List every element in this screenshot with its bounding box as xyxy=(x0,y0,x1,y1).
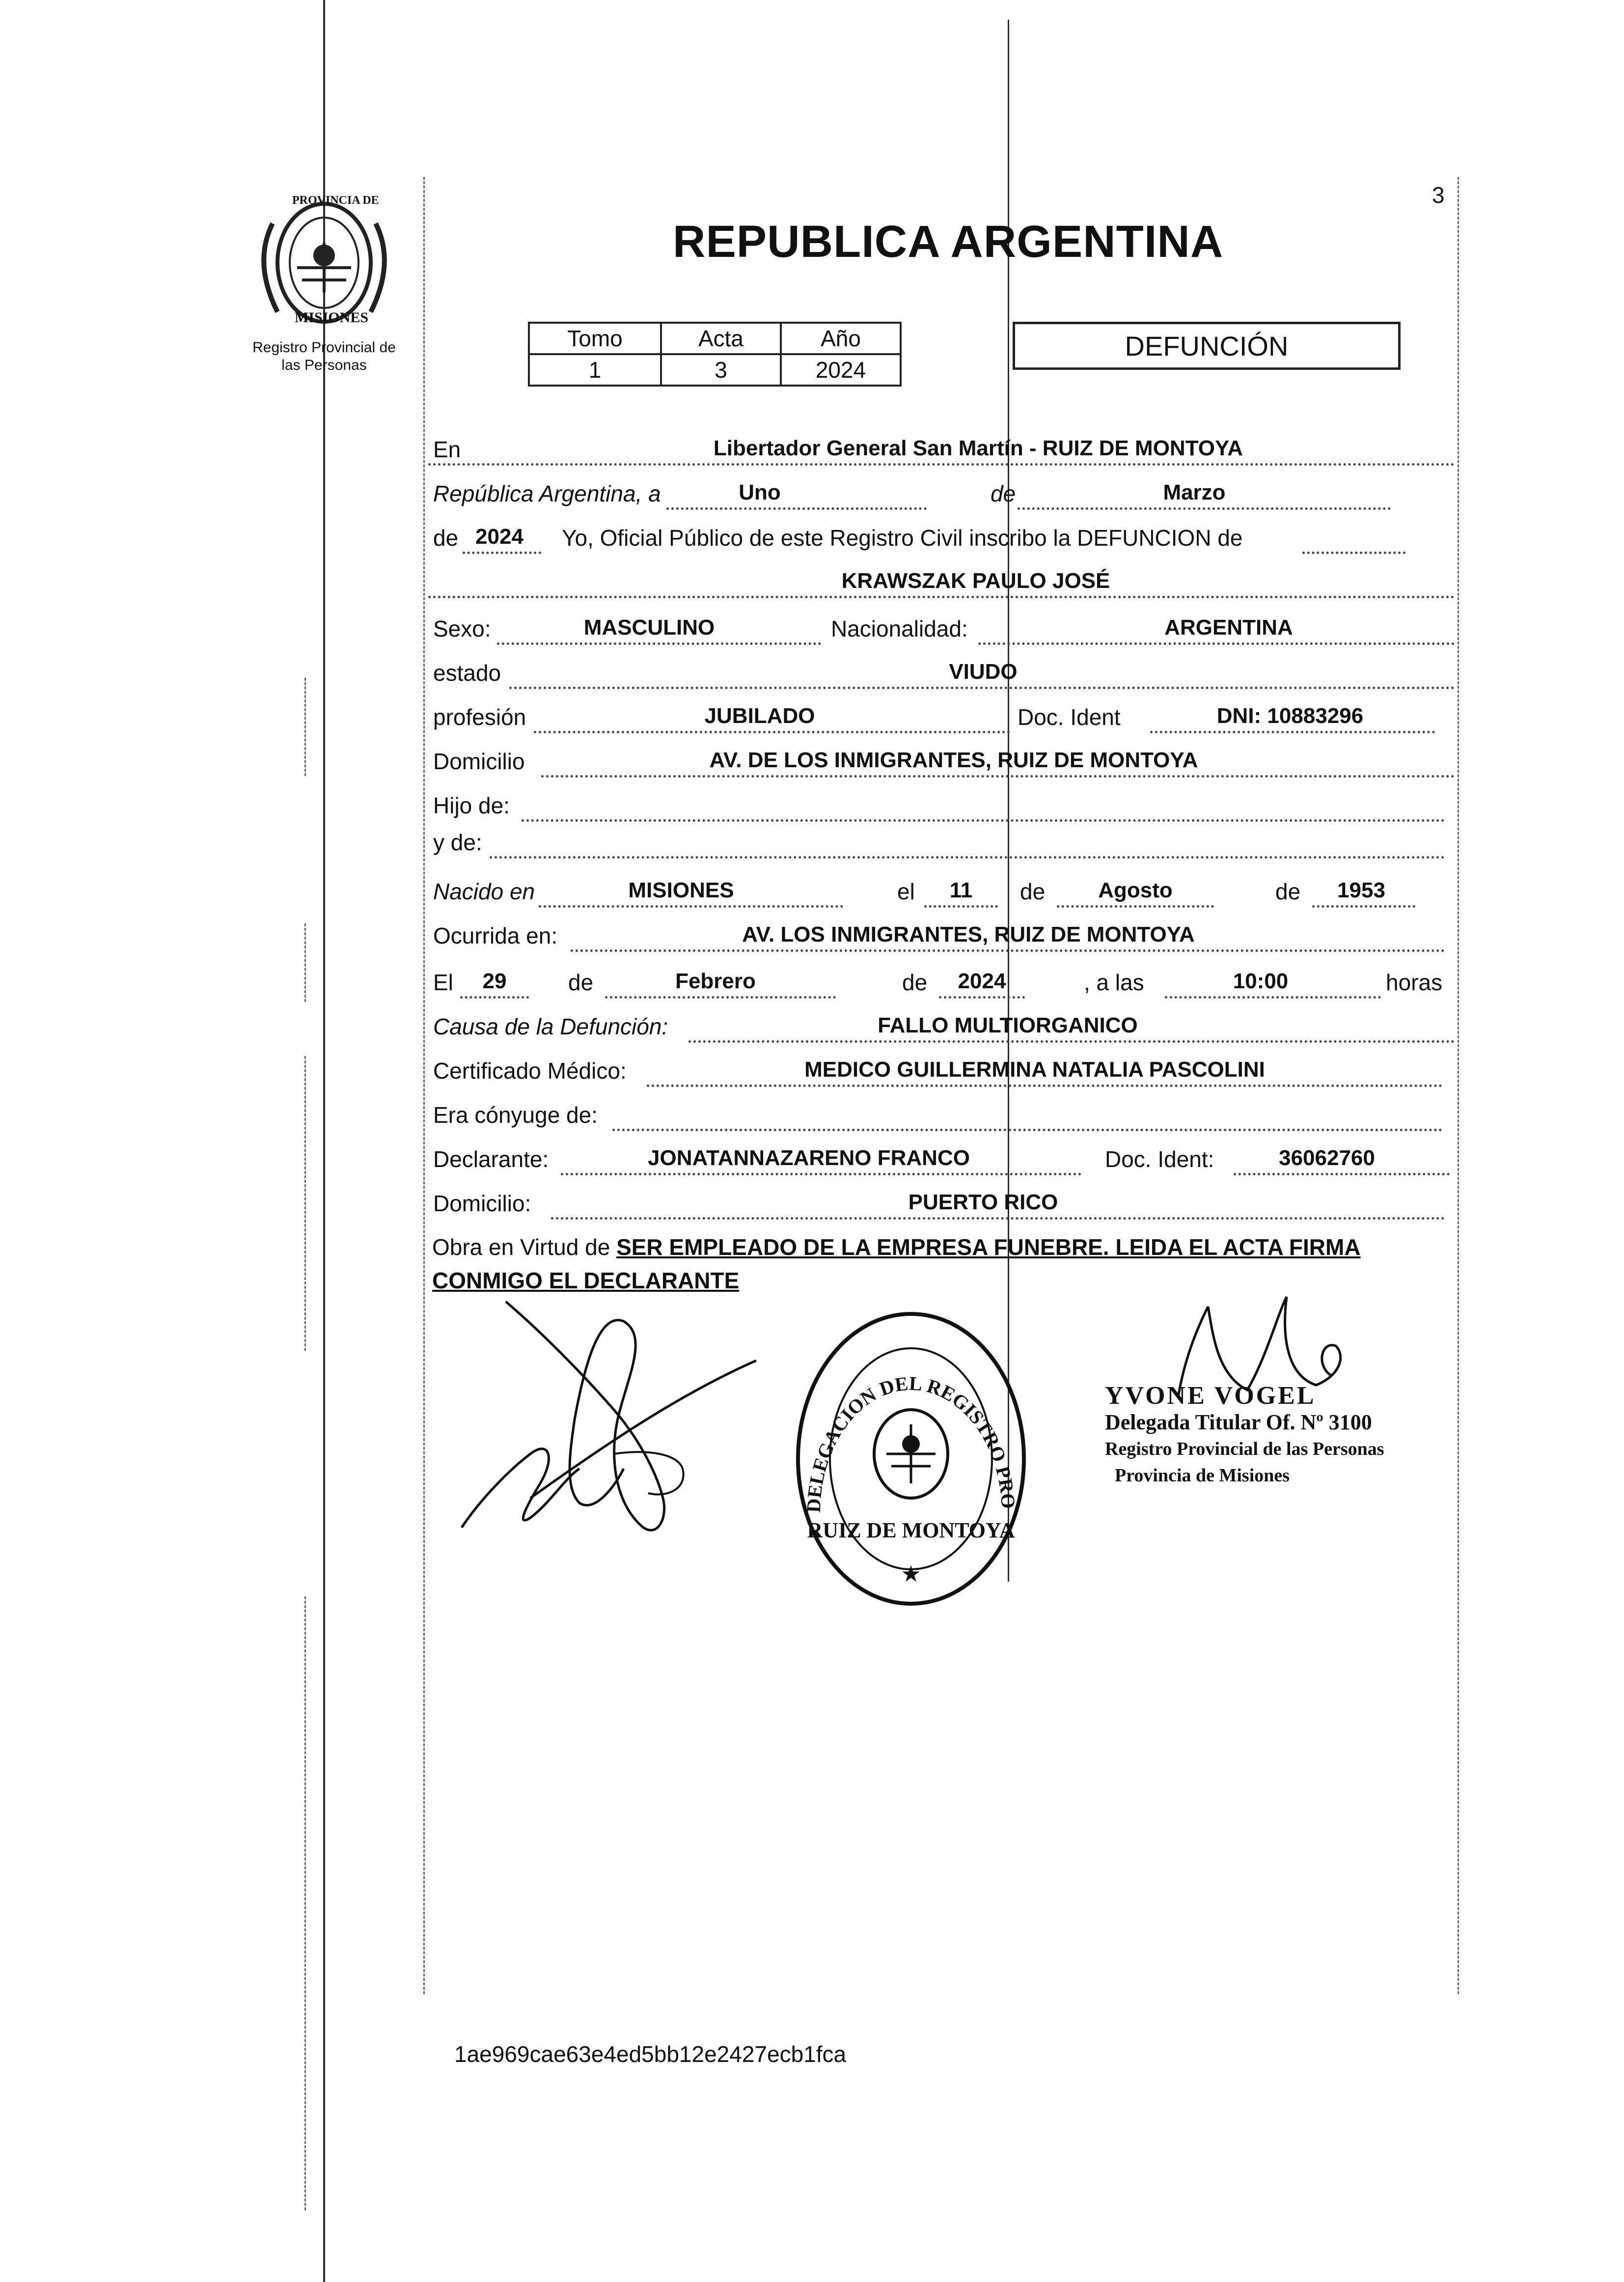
el2-label: El xyxy=(433,970,453,995)
province-emblem xyxy=(243,194,405,327)
year-line xyxy=(463,552,541,554)
y-de-label: y de: xyxy=(433,830,482,855)
emblem-top-text: PROVINCIA DE xyxy=(292,194,379,207)
domicilio2-value: PUERTO RICO xyxy=(908,1190,1058,1214)
row-fecha-defuncion xyxy=(428,960,1455,1000)
death-day: 29 xyxy=(482,969,507,993)
doc-ident-value: DNI: 10883296 xyxy=(1216,704,1364,728)
a-las-label: , a las xyxy=(1084,970,1144,995)
obra-value: SER EMPLEADO DE LA EMPRESA FUNEBRE. LEIDA EL ACTA FIRMA CONMIGO EL DECLARANTE xyxy=(432,1234,1361,1293)
ocurrida-label: Ocurrida en: xyxy=(433,923,558,948)
y-de-line xyxy=(490,856,1445,859)
declarante-doc-line xyxy=(1234,1173,1450,1175)
conyuge-label: Era cónyuge de: xyxy=(433,1102,598,1128)
birth-day-line xyxy=(924,905,998,908)
tomo-value: 1 xyxy=(529,354,661,386)
anio-header: Año xyxy=(781,323,901,354)
row-sexo xyxy=(428,607,1455,646)
birth-year-line xyxy=(1312,905,1415,908)
row-profesion xyxy=(428,695,1455,734)
horas-label: horas xyxy=(1386,970,1443,995)
row-ocurrida xyxy=(428,914,1455,953)
row-fecha xyxy=(428,472,1455,511)
death-year: 2024 xyxy=(958,969,1006,993)
doc-ident-line xyxy=(1150,731,1435,733)
death-month: Febrero xyxy=(675,969,756,993)
record-table xyxy=(528,322,902,387)
margin-mark-3 xyxy=(304,1056,307,1351)
registry-label-line2: las Personas xyxy=(281,357,367,373)
ocurrida-line xyxy=(571,949,1445,952)
birth-year: 1953 xyxy=(1337,878,1385,902)
tomo-header: Tomo xyxy=(529,323,661,354)
hijo-label: Hijo de: xyxy=(433,793,510,818)
domicilio-label: Domicilio xyxy=(433,749,525,774)
form-right-border xyxy=(1458,177,1460,1994)
death-time-line xyxy=(1165,996,1381,999)
month-value: Marzo xyxy=(1163,480,1226,504)
document-type-box: DEFUNCIÓN xyxy=(1013,322,1401,370)
name-line xyxy=(428,596,1455,598)
official-title: Delegada Titular Of. Nº 3100 xyxy=(1105,1410,1372,1434)
de-label-6: de xyxy=(902,970,928,995)
doc-ident-label: Doc. Ident xyxy=(1018,704,1121,730)
estado-value: VIUDO xyxy=(949,660,1018,684)
causa-line xyxy=(688,1040,1455,1043)
day-value: Uno xyxy=(739,480,781,504)
deceased-name: KRAWSZAK PAULO JOSÉ xyxy=(841,569,1110,593)
profesion-line xyxy=(534,731,1010,733)
month-line xyxy=(1018,507,1391,510)
sexo-value: MASCULINO xyxy=(583,615,715,640)
official-registry: Registro Provincial de las Personas xyxy=(1105,1439,1384,1459)
birth-day: 11 xyxy=(949,878,973,902)
row-declarante xyxy=(428,1137,1455,1176)
row-domicilio xyxy=(428,739,1455,779)
ocurrida-value: AV. LOS INMIGRANTES, RUIZ DE MONTOYA xyxy=(742,922,1195,946)
nacido-line xyxy=(539,905,843,908)
death-time: 10:00 xyxy=(1233,969,1289,993)
certificado-value: MEDICO GUILLERMINA NATALIA PASCOLINI xyxy=(804,1058,1265,1082)
en-value: Libertador General San Martín - RUIZ DE MONTOYA xyxy=(713,436,1243,460)
row-causa xyxy=(428,1004,1455,1044)
de-label-3: de xyxy=(1020,879,1046,904)
form-left-border xyxy=(423,177,426,1994)
seal-ring-text: DELEGACION DEL REGISTRO PRO xyxy=(802,1372,1020,1513)
emblem-bottom-text: MISIONES xyxy=(295,309,369,326)
declarant-signature xyxy=(452,1292,796,1567)
row-conyuge xyxy=(428,1093,1455,1132)
acta-value: 3 xyxy=(661,354,781,386)
page-number: 3 xyxy=(1432,182,1445,208)
yo-line xyxy=(1302,552,1405,554)
seal-center-text: RUIZ DE MONTOYA xyxy=(807,1518,1015,1542)
estado-label: estado xyxy=(433,660,501,686)
year-value: 2024 xyxy=(475,525,523,549)
birth-month: Agosto xyxy=(1098,878,1173,902)
row-en xyxy=(428,427,1455,467)
margin-mark-2 xyxy=(304,923,307,1002)
nacionalidad-label: Nacionalidad: xyxy=(831,616,968,641)
domicilio-line xyxy=(541,775,1455,778)
domicilio2-label: Domicilio: xyxy=(433,1191,531,1216)
nacido-label: Nacido en xyxy=(433,879,535,904)
row-estado xyxy=(428,651,1455,690)
sexo-label: Sexo: xyxy=(433,616,491,641)
conyuge-line xyxy=(612,1129,1442,1131)
domicilio-value: AV. DE LOS INMIGRANTES, RUIZ DE MONTOYA xyxy=(709,748,1198,772)
nacido-value: MISIONES xyxy=(628,878,734,902)
registry-label xyxy=(226,339,422,374)
registry-label-line1: Registro Provincial de xyxy=(252,339,396,356)
official-province: Provincia de Misiones xyxy=(1115,1465,1290,1486)
row-y-de xyxy=(428,820,1455,860)
death-month-line xyxy=(605,996,836,999)
row-nacido xyxy=(428,869,1455,909)
certificado-label: Certificado Médico: xyxy=(433,1058,627,1084)
causa-value: FALLO MULTIORGANICO xyxy=(878,1013,1138,1037)
acta-header: Acta xyxy=(661,323,781,354)
en-line xyxy=(428,463,1455,466)
row-inscripcion xyxy=(428,516,1455,555)
en-label: En xyxy=(433,437,461,462)
row-nombre xyxy=(428,560,1455,599)
domicilio2-line xyxy=(551,1217,1445,1220)
de-label-5: de xyxy=(568,970,594,995)
profesion-value: JUBILADO xyxy=(704,704,815,728)
page-title: REPUBLICA ARGENTINA xyxy=(673,217,1224,267)
seal-star-icon: ★ xyxy=(901,1561,921,1586)
obra-label: Obra en Virtud de xyxy=(432,1234,610,1260)
row-certificado xyxy=(428,1049,1455,1088)
de-label-1: de xyxy=(991,481,1016,506)
anio-value: 2024 xyxy=(781,354,901,386)
de-label-2: de xyxy=(433,525,459,551)
official-name: YVONE VOGEL xyxy=(1105,1382,1316,1410)
el-label: el xyxy=(897,879,915,904)
republica-label: República Argentina, a xyxy=(433,481,661,506)
estado-line xyxy=(509,687,1455,689)
yo-text: Yo, Oficial Público de este Registro Civil inscribo la DEFUNCION de xyxy=(562,525,1243,551)
official-stamp xyxy=(1105,1383,1384,1489)
margin-mark-1 xyxy=(304,678,307,776)
official-seal xyxy=(791,1307,1031,1611)
de-label-4: de xyxy=(1275,879,1301,904)
nacionalidad-value: ARGENTINA xyxy=(1164,615,1293,640)
declarante-line xyxy=(561,1173,1081,1175)
death-year-line xyxy=(939,996,1025,999)
day-line xyxy=(666,507,927,510)
declarante-doc-value: 36062760 xyxy=(1279,1146,1375,1170)
declarante-doc-label: Doc. Ident: xyxy=(1105,1146,1214,1172)
death-day-line xyxy=(460,996,529,999)
nacionalidad-line xyxy=(978,642,1455,645)
declarante-value: JONATANNAZARENO FRANCO xyxy=(648,1146,970,1170)
document-hash: 1ae969cae63e4ed5bb12e2427ecb1fca xyxy=(454,2041,847,2067)
certificado-line xyxy=(647,1085,1442,1087)
margin-mark-4 xyxy=(304,1596,307,2210)
causa-label: Causa de la Defunción: xyxy=(433,1014,668,1039)
sexo-line xyxy=(497,642,821,645)
row-domicilio2 xyxy=(428,1181,1455,1221)
profesion-label: profesión xyxy=(433,704,526,730)
row-hijo xyxy=(428,783,1455,823)
declarante-label: Declarante: xyxy=(433,1146,549,1172)
birth-month-line xyxy=(1057,905,1214,908)
